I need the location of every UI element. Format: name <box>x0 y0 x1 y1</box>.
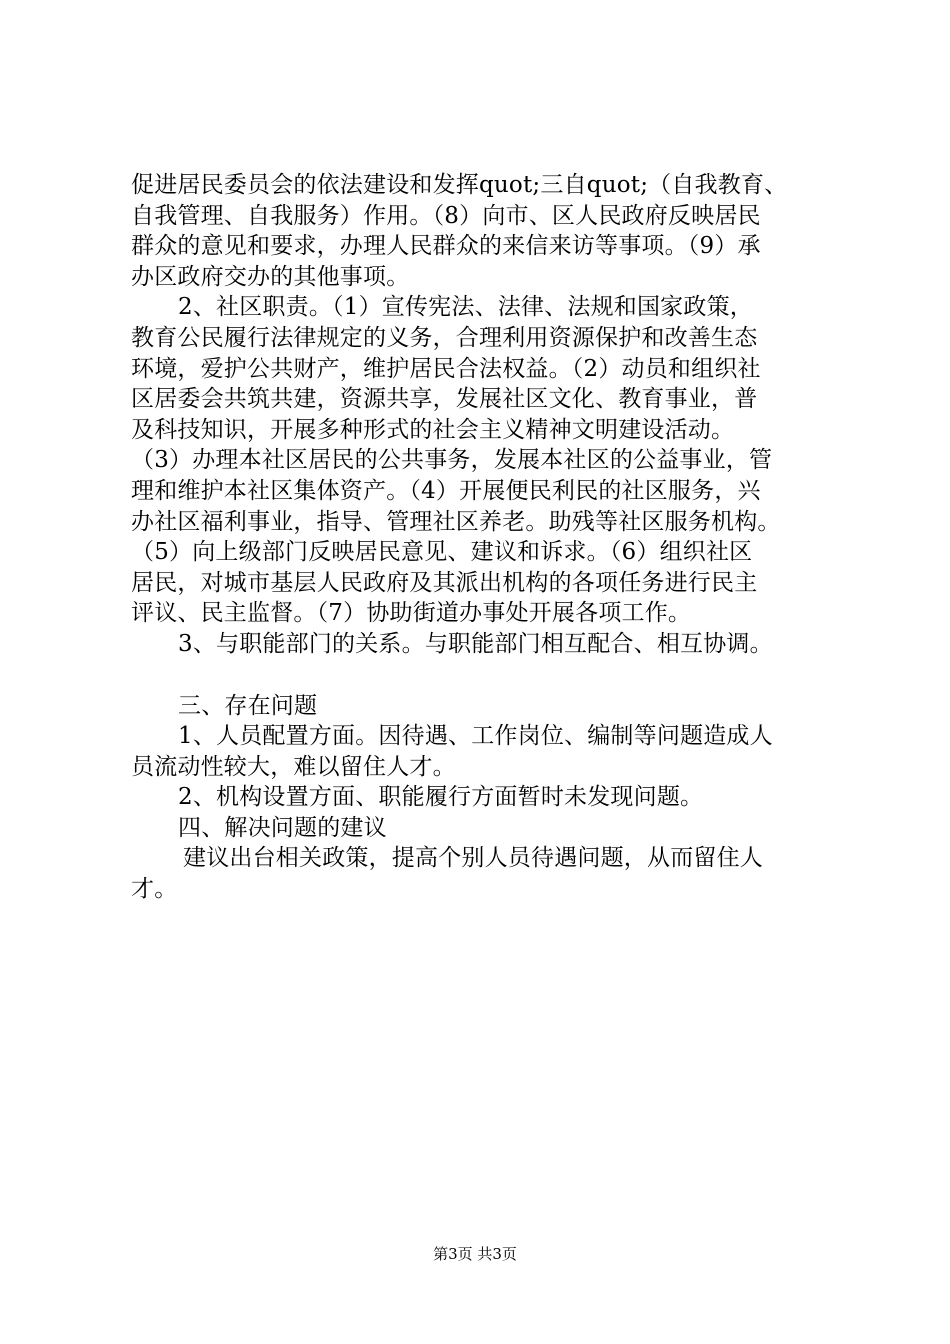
heading-text: 四、解决问题的建议 <box>178 814 387 841</box>
text-line: 1、人员配置方面。因待遇、工作岗位、编制等问题造成人 <box>178 723 773 750</box>
text-line: 居民，对城市基层人民政府及其派出机构的各项任务进行民主 <box>131 569 758 596</box>
text-line: 员流动性较大，难以留住人才。 <box>131 753 456 780</box>
text-line: 建议出台相关政策，提高个别人员待遇问题，从而留住人 <box>183 845 763 872</box>
section-heading-problems <box>131 691 841 722</box>
document-body <box>131 170 841 905</box>
text-line: （3）办理本社区居民的公共事务，发展本社区的公益事业，管 <box>131 447 773 474</box>
text-line: 促进居民委员会的依法建设和发挥quot;三自quot;（自我教育、 <box>131 172 788 198</box>
page-footer <box>0 1244 950 1264</box>
text-line: 自我管理、自我服务）作用。（8）向市、区人民政府反映居民 <box>131 202 761 229</box>
text-line: 办区政府交办的其他事项。 <box>131 263 410 290</box>
text-line: 教育公民履行法律规定的义务，合理利用资源保护和改善生态 <box>131 324 758 351</box>
text-line: （5）向上级部门反映居民意见、建议和诉求。（6）组织社区 <box>131 539 753 566</box>
paragraph-organization <box>131 782 841 813</box>
paragraph-community-responsibilities <box>131 292 841 629</box>
text-line: 区居委会共筑共建，资源共享，发展社区文化、教育事业，普 <box>131 386 758 413</box>
paragraph-department-relations <box>131 629 841 660</box>
blank-line <box>131 660 841 691</box>
text-line: 环境，爱护公共财产，维护居民合法权益。（2）动员和组织社 <box>131 355 761 382</box>
text-line: 办社区福利事业，指导、管理社区养老。助残等社区服务机构。 <box>131 508 781 535</box>
paragraph-staffing <box>131 721 841 782</box>
text-line: 及科技知识，开展多种形式的社会主义精神文明建设活动。 <box>131 416 735 443</box>
section-heading-suggestions <box>131 813 841 844</box>
text-line: 才。 <box>131 876 178 903</box>
paragraph-suggestion <box>131 843 841 904</box>
text-line: 3、与职能部门的关系。与职能部门相互配合、相互协调。 <box>178 630 773 657</box>
text-line: 2、机构设置方面、职能履行方面暂时未发现问题。 <box>178 784 704 811</box>
paragraph-community-duties-continued <box>131 170 841 292</box>
page-number-label: 第3页 共3页 <box>433 1245 517 1263</box>
text-line: 2、社区职责。（1）宣传宪法、法律、法规和国家政策， <box>178 294 753 321</box>
text-line: 群众的意见和要求，办理人民群众的来信来访等事项。（9）承 <box>131 233 761 260</box>
heading-text: 三、存在问题 <box>178 692 318 719</box>
text-line: 理和维护本社区集体资产。（4）开展便民利民的社区服务，兴 <box>131 477 761 504</box>
text-line: 评议、民主监督。（7）协助街道办事处开展各项工作。 <box>131 600 692 627</box>
